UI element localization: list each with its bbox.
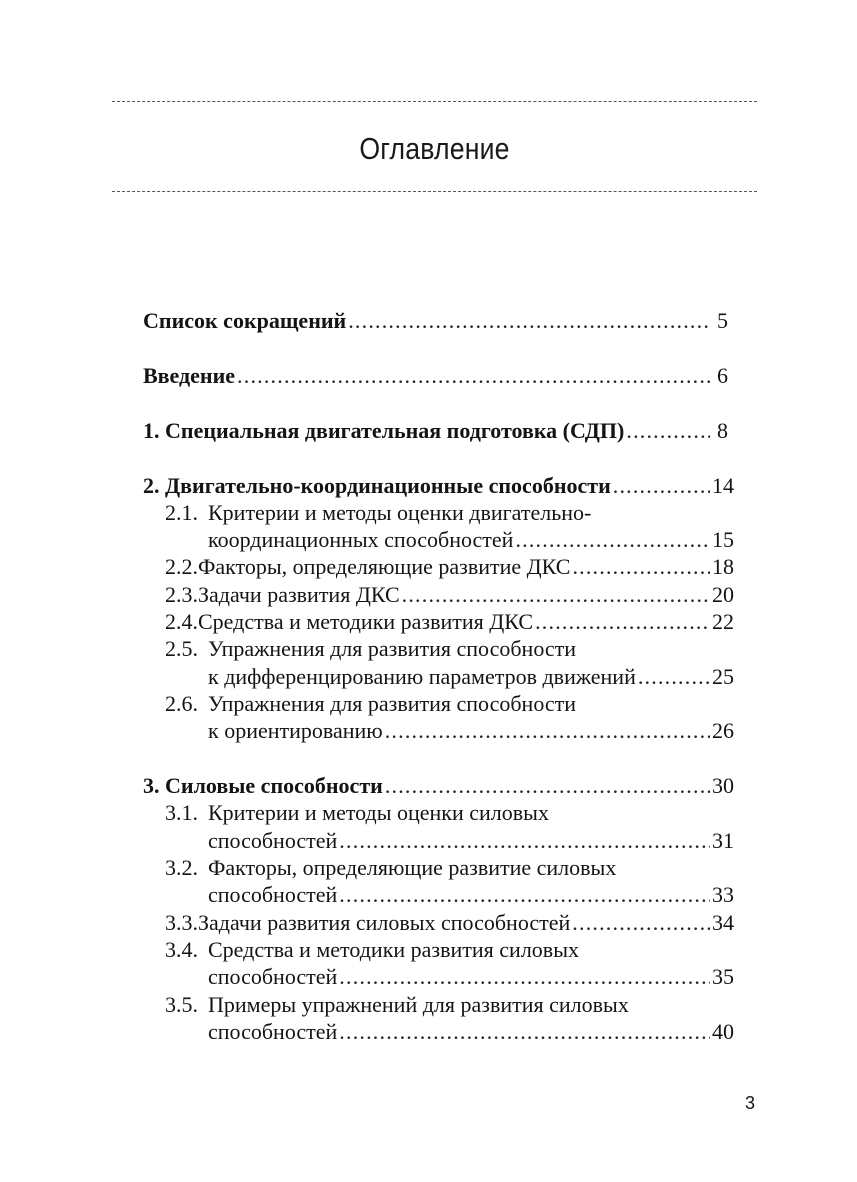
bottom-dashed-rule <box>112 191 757 192</box>
toc-entry-introduction[interactable]: Введение ..... 6 <box>143 361 728 391</box>
leader-dots <box>339 880 710 910</box>
leader-dots <box>535 607 710 637</box>
toc-entry-section-1[interactable]: 1. Специальная двигательная подготовка (СДП) ..... 8 <box>143 416 728 446</box>
top-dashed-rule <box>112 101 757 102</box>
leader-dots <box>385 716 710 746</box>
toc-entry-section-3[interactable]: 3. Силовые способности ..... 30 <box>143 771 728 801</box>
leader-dots <box>348 306 710 336</box>
toc-entry-2-6-line1[interactable]: 2.6. Упражнения для развития способности <box>165 691 577 716</box>
page-title: Оглавление <box>359 131 510 166</box>
toc-entry-abbreviations[interactable]: Список сокращений ..... 5 <box>143 306 728 336</box>
page-number: 3 <box>744 1093 755 1113</box>
toc-entry-2-3[interactable]: 2.3. Задачи развития ДКС ..... 20 <box>165 580 728 610</box>
leader-dots <box>339 962 710 992</box>
leader-dots <box>613 471 710 501</box>
leader-dots <box>339 1017 710 1047</box>
leader-dots <box>638 662 710 692</box>
toc-entry-2-1-line2[interactable]: координационных способностей ..... 15 <box>208 525 728 555</box>
leader-dots <box>339 826 710 856</box>
toc-entry-3-1-line1[interactable]: 3.1. Критерии и методы оценки силовых <box>165 800 549 825</box>
toc-entry-2-4[interactable]: 2.4. Средства и методики развития ДКС ..... 22 <box>165 607 728 637</box>
toc-entry-3-4-line1[interactable]: 3.4. Средства и методики развития силовых <box>165 937 579 962</box>
toc-entry-3-5-line1[interactable]: 3.5. Примеры упражнений для развития силовых <box>165 992 629 1017</box>
toc-entry-3-5-line2[interactable]: способностей ..... 40 <box>208 1017 728 1047</box>
leader-dots <box>515 525 710 555</box>
leader-dots <box>385 771 710 801</box>
toc-entry-section-2[interactable]: 2. Двигательно-координационные способности ..... 14 <box>143 471 728 501</box>
toc-entry-3-1-line2[interactable]: способностей ..... 31 <box>208 826 728 856</box>
toc-entry-3-3[interactable]: 3.3. Задачи развития силовых способностей ..... 34 <box>165 908 728 938</box>
toc-entry-2-2[interactable]: 2.2. Факторы, определяющие развитие ДКС ..... 18 <box>165 552 728 582</box>
leader-dots <box>237 361 710 391</box>
toc-entry-3-2-line1[interactable]: 3.2. Факторы, определяющие развитие силовых <box>165 855 617 880</box>
toc-entry-2-1-line1[interactable]: 2.1. Критерии и методы оценки двигательно- <box>165 500 592 525</box>
toc-entry-3-2-line2[interactable]: способностей ..... 33 <box>208 880 728 910</box>
toc-entry-2-5-line2[interactable]: к дифференцированию параметров движений ..... 25 <box>208 662 728 692</box>
toc-entry-3-4-line2[interactable]: способностей ..... 35 <box>208 962 728 992</box>
toc-entry-2-6-line2[interactable]: к ориентированию ..... 26 <box>208 716 728 746</box>
toc-entry-2-5-line1[interactable]: 2.5. Упражнения для развития способности <box>165 636 577 661</box>
leader-dots <box>572 552 710 582</box>
leader-dots <box>626 416 710 446</box>
leader-dots <box>402 580 710 610</box>
leader-dots <box>572 908 710 938</box>
